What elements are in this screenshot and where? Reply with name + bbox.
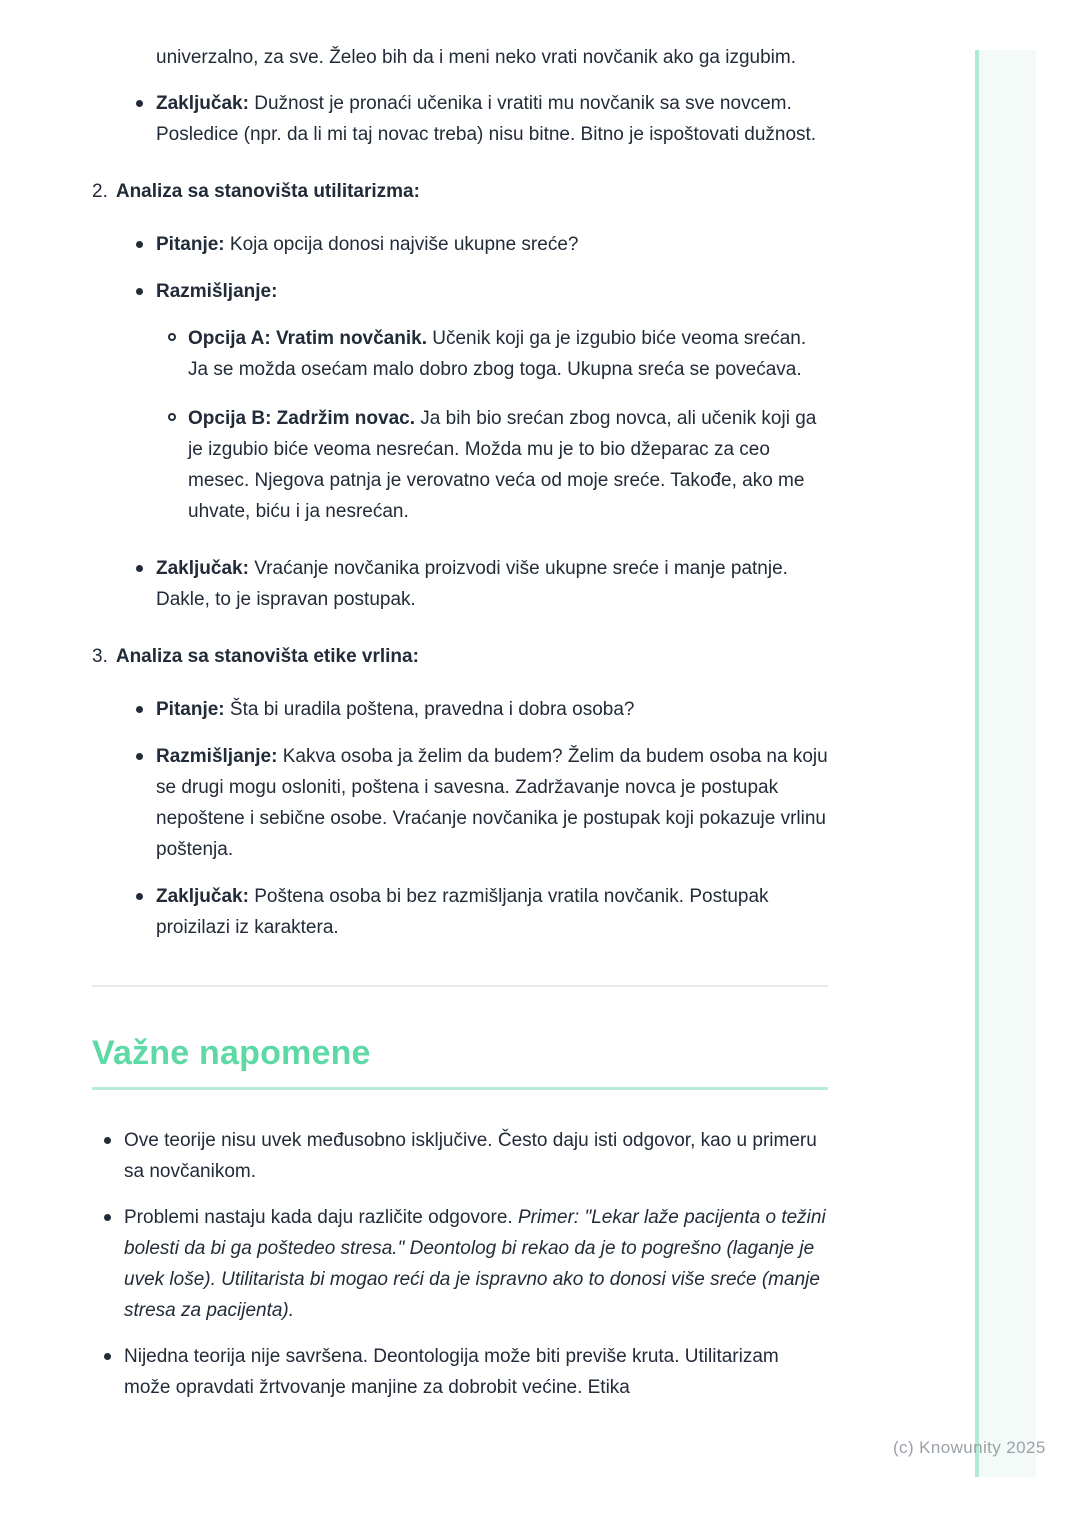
heading-underline (92, 1087, 828, 1090)
item-body: Učenik koji ga je izgubio biće veoma srećan. Ja se možda osećam malo dobro zbog toga. Ukupna sreća se povećava. (188, 328, 807, 380)
list-item-conclusion-virtue (92, 881, 828, 943)
list-item-text (156, 553, 828, 615)
notes-list (92, 1125, 828, 1403)
item-label: Pitanje: (156, 699, 225, 720)
section-divider (92, 985, 828, 987)
options-sublist (92, 323, 828, 527)
bullet-icon (136, 100, 143, 107)
bullet-icon (136, 565, 143, 572)
section-title: Analiza sa stanovišta etike vrlina: (115, 646, 419, 667)
bullet-icon (136, 241, 143, 248)
section-title: Analiza sa stanovišta utilitarizma: (115, 181, 420, 202)
paragraph-continuation: univerzalno, za sve. Želeo bih da i meni neko vrati novčanik ako ga izgubim. (156, 47, 797, 68)
bullet-icon (136, 706, 143, 713)
bullet-icon (104, 1214, 111, 1221)
item-body: Problemi nastaju kada daju različite odgovore. (124, 1207, 518, 1228)
item-body: Šta bi uradila poštena, pravedna i dobra osoba? (224, 699, 635, 720)
list-item-question (92, 229, 828, 260)
item-body: Vraćanje novčanika proizvodi više ukupne sreće i manje patnje. Dakle, to je ispravan postupak. (156, 558, 788, 610)
item-body: Koja opcija donosi najviše ukupne sreće? (224, 234, 579, 255)
item-number: 3. (92, 646, 108, 667)
item-label: Zaključak: (156, 93, 249, 114)
bullet-icon (104, 1137, 111, 1144)
bullet-icon (104, 1353, 111, 1360)
section-utilitarianism (92, 176, 828, 615)
item-body: Ove teorije nisu uvek međusobno isključive. Često daju isti odgovor, kao u primeru sa novčanikom. (124, 1130, 817, 1182)
list-item-conclusion-deontology (92, 88, 828, 150)
circle-bullet-icon (168, 413, 176, 421)
list-item-text (124, 1202, 828, 1326)
item-label: Zaključak: (156, 558, 249, 579)
item-label: Opcija A: Vratim novčanik. (188, 328, 427, 349)
list-item-thinking (92, 741, 828, 865)
item-label: Razmišljanje: (156, 746, 278, 767)
list-item-text (156, 276, 828, 307)
numbered-heading (92, 641, 828, 672)
item-body: Kakva osoba ja želim da budem? Želim da budem osoba na koju se drugi mogu osloniti, poštena i savesna. Zadržavanje novca je postupak nepoštene i sebične osobe. Vraćanje novčanika je postupak koji pokazuje vrlinu poštenja. (156, 746, 828, 860)
bullet-icon (136, 288, 143, 295)
list-item-option-b (92, 403, 828, 527)
list-item-text (156, 88, 828, 150)
copyright-watermark: (c) Knowunity 2025 (893, 1438, 1046, 1457)
notes-heading: Važne napomene (92, 1034, 371, 1072)
list-item-note (92, 1202, 828, 1326)
list-item-note (92, 1341, 828, 1403)
list-item-question (92, 694, 828, 725)
list-item-text (188, 403, 828, 527)
numbered-heading (92, 176, 828, 207)
document-content (92, 42, 828, 1418)
list-item-text (156, 881, 828, 943)
list-item-text (156, 229, 828, 260)
bullet-icon (136, 753, 143, 760)
list-item-text (124, 1341, 828, 1403)
item-body: Poštena osoba bi bez razmišljanja vratila novčanik. Postupak proizilazi iz karaktera. (156, 886, 769, 938)
section-virtue-ethics (92, 641, 828, 943)
item-body: Dužnost je pronaći učenika i vratiti mu novčanik sa sve novcem. Posledice (npr. da li mi taj novac treba) nisu bitne. Bitno je ispoštovati dužnost. (156, 93, 817, 145)
item-label: Opcija B: Zadržim novac. (188, 408, 415, 429)
section-deontology-tail (92, 42, 828, 150)
item-body: Ja bih bio srećan zbog novca, ali učenik koji ga je izgubio biće veoma nesrećan. Možda mu je to bio džeparac za ceo mesec. Njegova patnja je verovatno veća od moje sreće. Takođe, ako me uhvate, biću i ja nesrećan. (188, 408, 817, 522)
item-label: Pitanje: (156, 234, 225, 255)
list-item-option-a (92, 323, 828, 385)
item-body: Nijedna teorija nije savršena. Deontologija može biti previše kruta. Utilitarizam može opravdati žrtvovanje manjine za dobrobit većine. Etika (124, 1346, 779, 1398)
list-item-text (188, 323, 828, 385)
item-number: 2. (92, 181, 108, 202)
list-item-text (156, 694, 828, 725)
list-item-note (92, 1125, 828, 1187)
item-label: Razmišljanje: (156, 281, 278, 302)
list-item-text (124, 1125, 828, 1187)
item-body-italic: Primer: "Lekar laže pacijenta o težini bolesti da bi ga poštedeo stresa." Deontolog bi rekao da je to pogrešno (laganje je uvek loše). Utilitarista bi mogao reći da je ispravno ako to donosi više sreće (manje stresa za pacijenta). (124, 1207, 826, 1321)
list-item-conclusion-utilitarianism (92, 553, 828, 615)
circle-bullet-icon (168, 333, 176, 341)
bullet-icon (136, 893, 143, 900)
list-item-thinking (92, 276, 828, 307)
page-edge-accent-line (975, 50, 979, 1477)
list-item-text (156, 741, 828, 865)
item-label: Zaključak: (156, 886, 249, 907)
page-edge-strip (979, 50, 1036, 1477)
